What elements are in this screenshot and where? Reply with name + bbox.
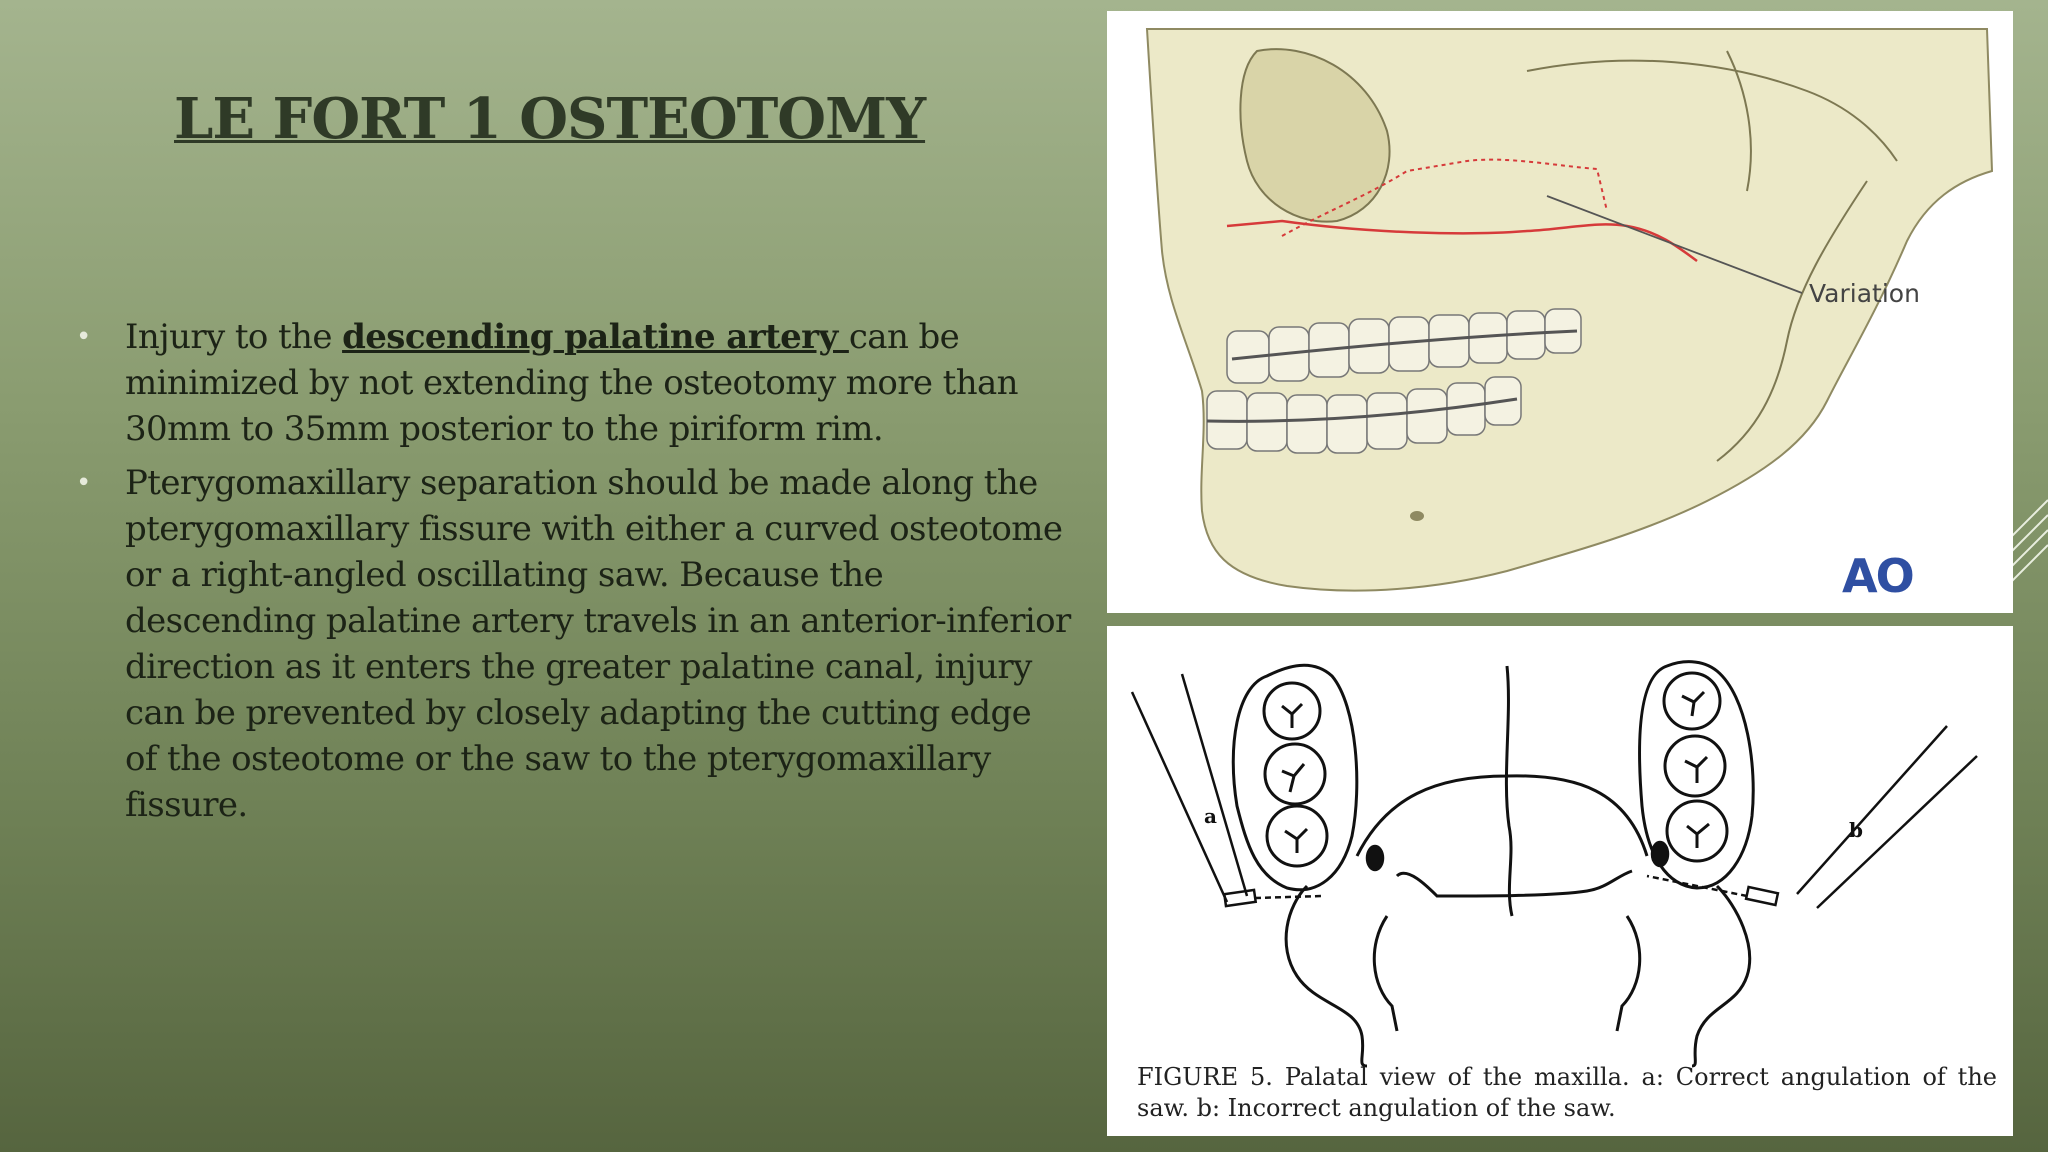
bullet-dot-icon: •	[76, 322, 91, 352]
skull-figure	[1107, 11, 2013, 613]
bullet-1-highlight: descending palatine artery	[342, 317, 849, 357]
slide-title: LE FORT 1 OSTEOTOMY	[174, 86, 926, 152]
figure-caption: FIGURE 5. Palatal view of the maxilla. a: Correct angulation of the saw. b: Incorrect angulation of the saw.	[1137, 1063, 1997, 1122]
bullet-item-1	[72, 314, 1072, 452]
saw-label-b: b	[1849, 818, 1863, 842]
ao-logo: AO	[1842, 549, 1913, 603]
palatal-view-figure	[1107, 626, 2013, 1136]
bullet-dot-icon: •	[76, 468, 91, 498]
bullet-1-post: can be minimized by not extending the osteotomy more than 30mm to 35mm posterior to the piriform rim.	[125, 317, 1018, 449]
bullet-2-text: Pterygomaxillary separation should be made along the pterygomaxillary fissure with either a curved osteotome or a right-angled oscillating saw. Because the descending palatine artery travels in an anterior-inferior direction as it enters the greater palatine canal, injury can be prevented by closely adapting the cutting edge of the osteotome or the saw to the pterygomaxillary fissure.	[125, 463, 1071, 825]
bullet-item-2	[72, 460, 1072, 828]
skull-illustration	[1107, 11, 2013, 613]
bullet-1-pre: Injury to the	[125, 317, 343, 357]
saw-label-a: a	[1204, 804, 1217, 828]
variation-label: Variation	[1809, 279, 1920, 308]
bullet-list	[72, 314, 1072, 836]
palatal-view-drawing	[1107, 626, 2013, 1136]
